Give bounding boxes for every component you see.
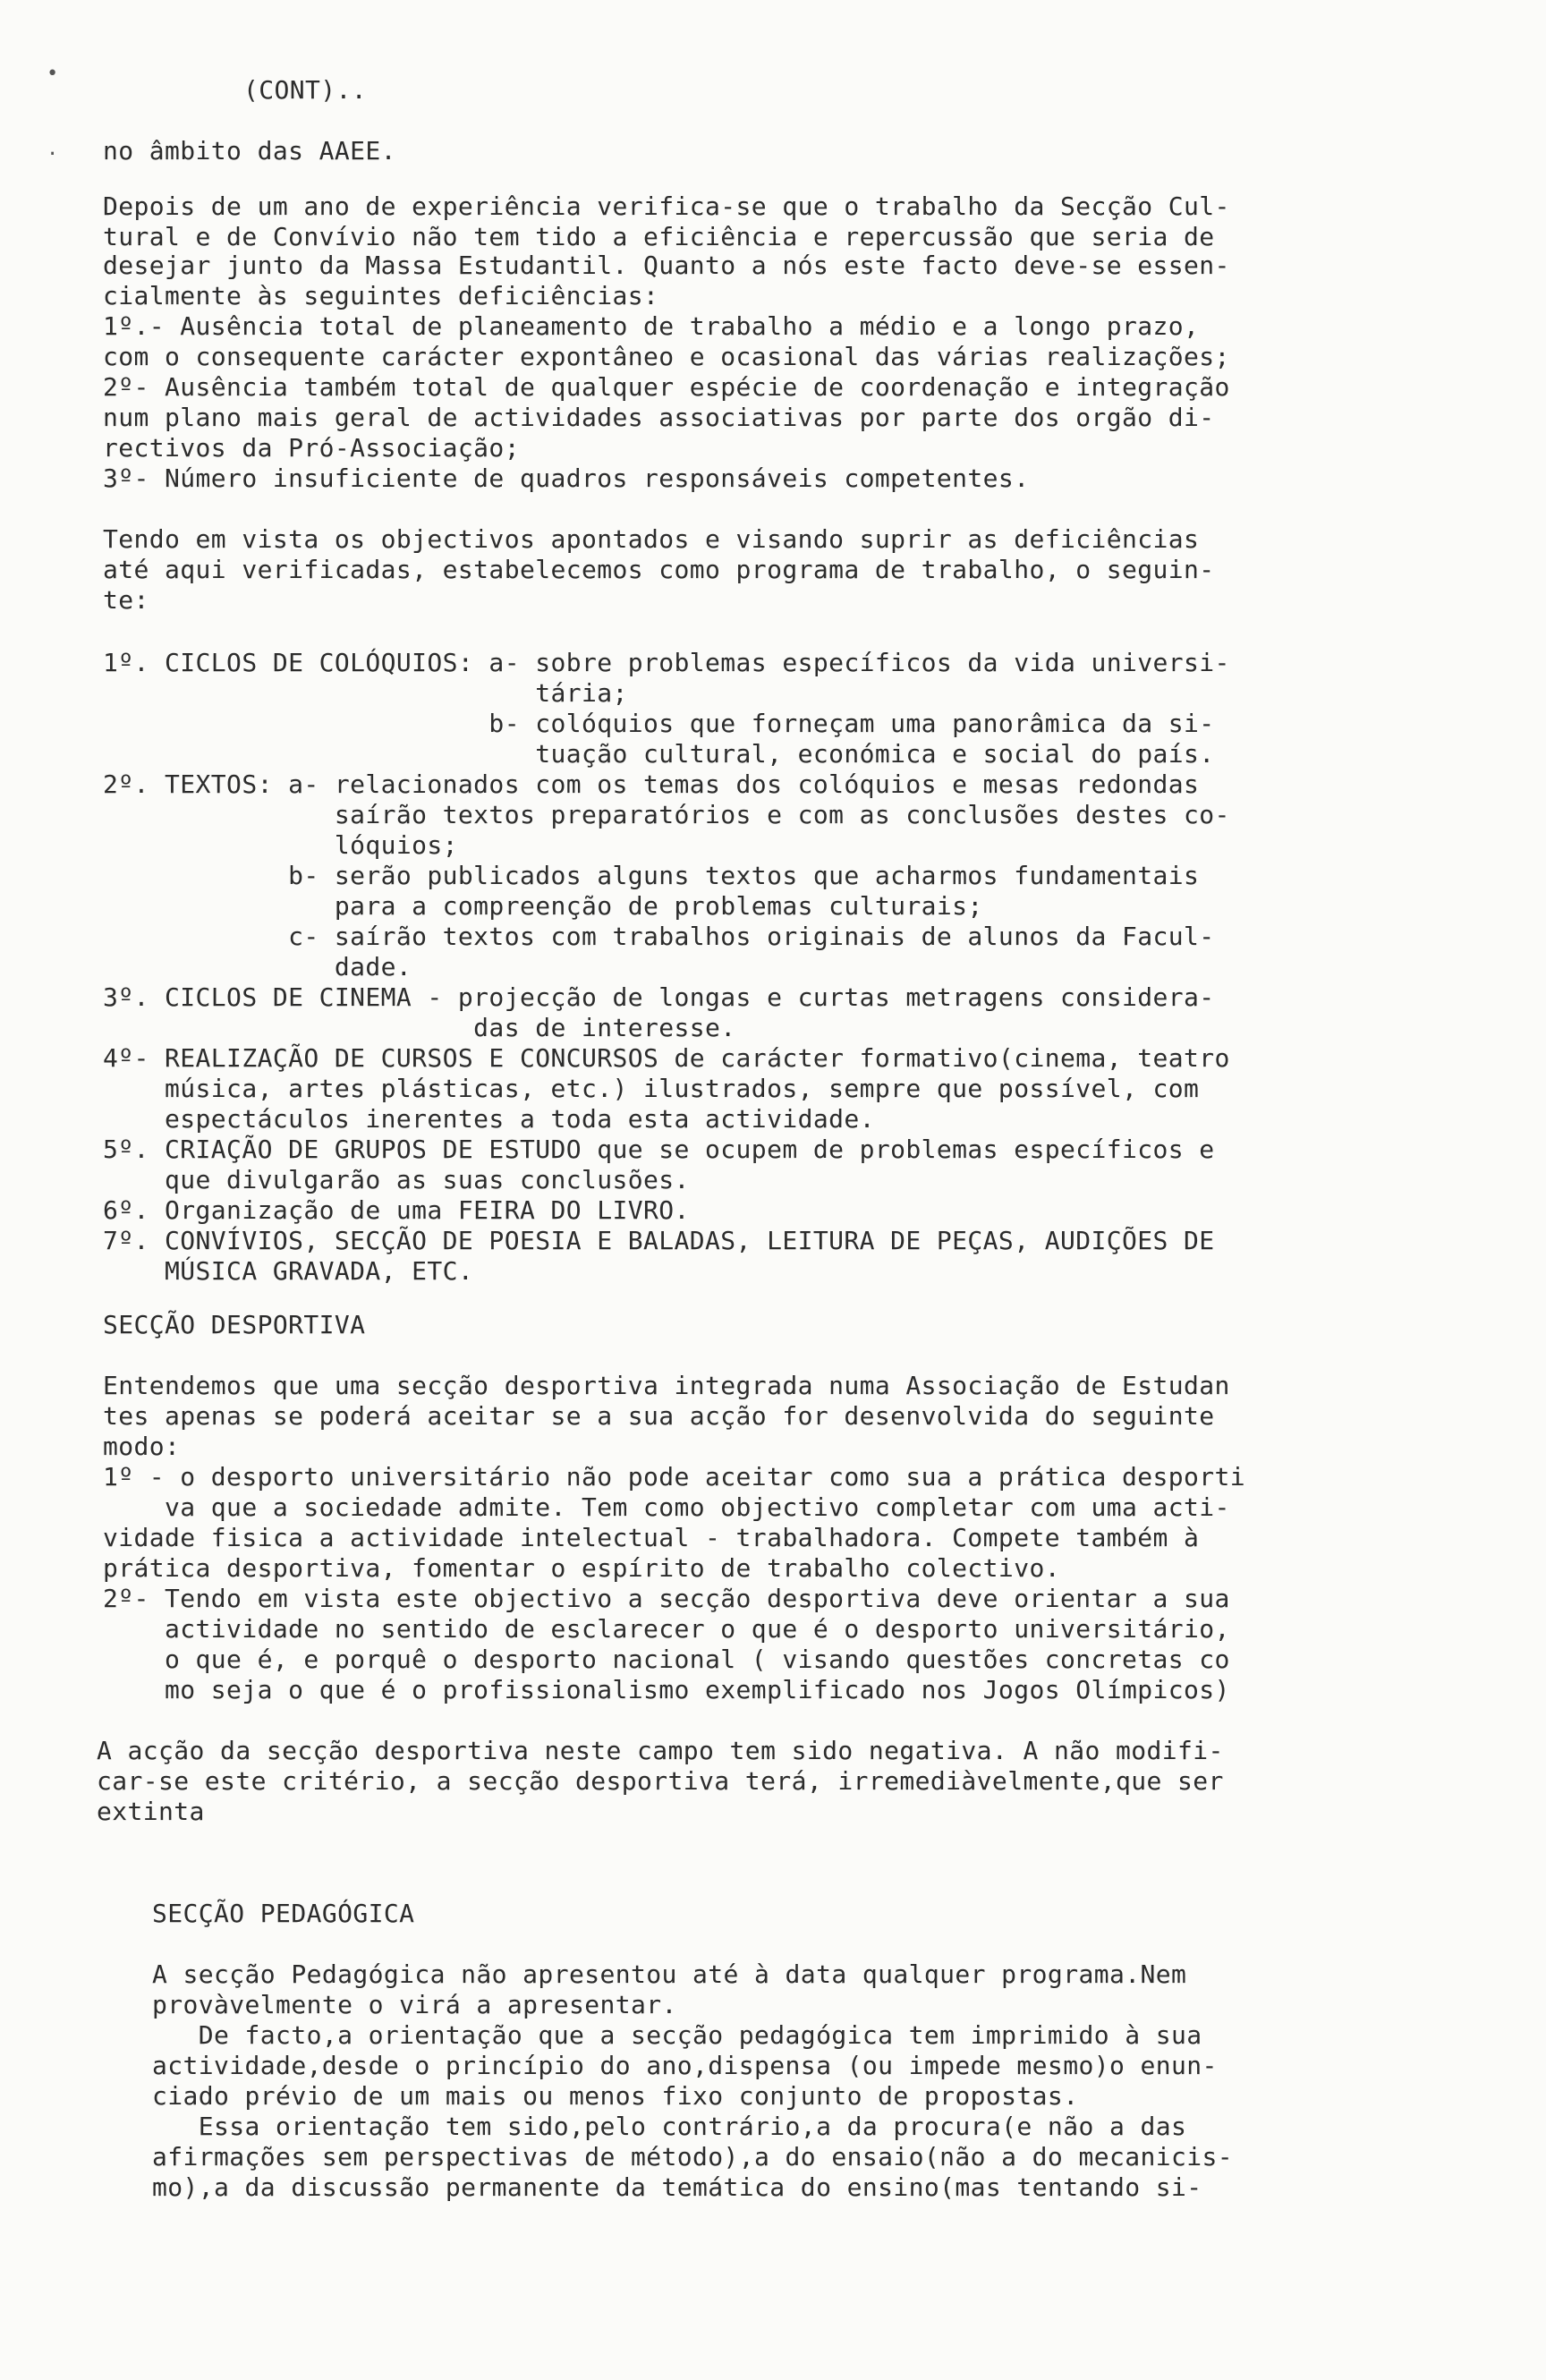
sports-line: actividade no sentido de esclarecer o que é o desporto universitário, (103, 1614, 1230, 1644)
sports-line: prática desportiva, fomentar o espírito de trabalho colectivo. (103, 1553, 1060, 1583)
programme-line: b- colóquios que forneçam uma panorâmica da si- (103, 709, 1215, 738)
programme-line: tuação cultural, económica e social do país. (103, 739, 1215, 769)
intro-line: tural e de Convívio não tem tido a eficiência e repercussão que seria de (103, 222, 1215, 251)
programme-line: c- saírão textos com trabalhos originais de alunos da Facul- (103, 922, 1215, 951)
programme-line: das de interesse. (103, 1013, 736, 1042)
sports-closing-line: car-se este critério, a secção desportiva terá, irremediàvelmente,que ser (97, 1766, 1224, 1796)
paper-mark: · (47, 143, 59, 166)
programme-intro-line: até aqui verificadas, estabelecemos como programa de trabalho, o seguin- (103, 555, 1215, 584)
section-heading: SECÇÃO PEDAGÓGICA (152, 1899, 415, 1928)
programme-line: dade. (103, 952, 412, 982)
programme-line: espectáculos inerentes a toda esta actividade. (103, 1104, 875, 1134)
paper-mark: • (47, 63, 59, 85)
programme-line: que divulgarão as suas conclusões. (103, 1165, 690, 1194)
sports-line: modo: (103, 1432, 181, 1461)
continuation-marker: (CONT).. (243, 75, 368, 105)
intro-line: 1º.- Ausência total de planeamento de trabalho a médio e a longo prazo, (103, 311, 1200, 341)
programme-line: lóquios; (103, 830, 458, 860)
sports-line: o que é, e porquê o desporto nacional ( visando questões concretas co (103, 1645, 1230, 1674)
intro-line: rectivos da Pró-Associação; (103, 433, 520, 463)
pedagogical-line: afirmações sem perspectivas de método),a do ensaio(não a do mecanicis- (152, 2142, 1234, 2172)
intro-line: 3º- Número insuficiente de quadros responsáveis competentes. (103, 463, 1030, 493)
pedagogical-line: actividade,desde o princípio do ano,dispensa (ou impede mesmo)o enun- (152, 2051, 1218, 2080)
pedagogical-line: A secção Pedagógica não apresentou até à data qualquer programa.Nem (152, 1959, 1187, 1989)
intro-line: com o consequente carácter expontâneo e ocasional das várias realizações; (103, 342, 1230, 371)
programme-line: 5º. CRIAÇÃO DE GRUPOS DE ESTUDO que se ocupem de problemas específicos e (103, 1135, 1215, 1164)
programme-line: b- serão publicados alguns textos que acharmos fundamentais (103, 861, 1200, 890)
programme-line: saírão textos preparatórios e com as conclusões destes co- (103, 800, 1230, 829)
sports-line: Entendemos que uma secção desportiva integrada numa Associação de Estudan (103, 1371, 1230, 1400)
intro-line: 2º- Ausência também total de qualquer espécie de coordenação e integração (103, 372, 1230, 402)
programme-line: 6º. Organização de uma FEIRA DO LIVRO. (103, 1195, 690, 1225)
programme-line: 4º- REALIZAÇÃO DE CURSOS E CONCURSOS de carácter formativo(cinema, teatro (103, 1043, 1230, 1073)
intro-line: num plano mais geral de actividades associativas por parte dos orgão di- (103, 403, 1215, 432)
sports-closing-line: extinta (97, 1797, 205, 1826)
pedagogical-line: ciado prévio de um mais ou menos fixo conjunto de propostas. (152, 2081, 1079, 2111)
programme-line: 7º. CONVÍVIOS, SECÇÃO DE POESIA E BALADAS, LEITURA DE PEÇAS, AUDIÇÕES DE (103, 1226, 1215, 1255)
programme-line: música, artes plásticas, etc.) ilustrados, sempre que possível, com (103, 1074, 1200, 1103)
programme-line: 1º. CICLOS DE COLÓQUIOS: a- sobre problemas específicos da vida universi- (103, 648, 1230, 677)
intro-line: desejar junto da Massa Estudantil. Quanto a nós este facto deve-se essen- (103, 251, 1230, 280)
pedagogical-line: provàvelmente o virá a apresentar. (152, 1990, 677, 2019)
scope-line: no âmbito das AAEE. (103, 136, 396, 166)
sports-line: 2º- Tendo em vista este objectivo a secção desportiva deve orientar a sua (103, 1584, 1230, 1613)
sports-line: mo seja o que é o profissionalismo exemplificado nos Jogos Olímpicos) (103, 1675, 1230, 1704)
programme-line: 2º. TEXTOS: a- relacionados com os temas dos colóquios e mesas redondas (103, 769, 1200, 799)
intro-line: Depois de um ano de experiência verifica-se que o trabalho da Secção Cul- (103, 191, 1230, 221)
pedagogical-line: De facto,a orientação que a secção pedagógica tem imprimido à sua (152, 2020, 1202, 2050)
programme-line: tária; (103, 678, 628, 708)
section-heading: SECÇÃO DESPORTIVA (103, 1310, 366, 1339)
pedagogical-line: Essa orientação tem sido,pelo contrário,a da procura(e não a das (152, 2112, 1187, 2141)
sports-line: vidade fisica a actividade intelectual - trabalhadora. Compete também à (103, 1523, 1200, 1552)
intro-line: cialmente às seguintes deficiências: (103, 281, 659, 310)
sports-line: va que a sociedade admite. Tem como objectivo completar com uma acti- (103, 1492, 1230, 1522)
sports-line: tes apenas se poderá aceitar se a sua acção for desenvolvida do seguinte (103, 1401, 1215, 1431)
programme-intro-line: te: (103, 585, 149, 615)
sports-closing-line: A acção da secção desportiva neste campo tem sido negativa. A não modifi- (97, 1736, 1224, 1765)
programme-line: MÚSICA GRAVADA, ETC. (103, 1256, 474, 1286)
programme-line: para a compreenção de problemas culturais; (103, 891, 983, 921)
pedagogical-line: mo),a da discussão permanente da temática do ensino(mas tentando si- (152, 2172, 1202, 2202)
programme-intro-line: Tendo em vista os objectivos apontados e visando suprir as deficiências (103, 524, 1200, 554)
sports-line: 1º - o desporto universitário não pode aceitar como sua a prática desporti (103, 1462, 1246, 1492)
programme-line: 3º. CICLOS DE CINEMA - projecção de longas e curtas metragens considera- (103, 982, 1215, 1012)
